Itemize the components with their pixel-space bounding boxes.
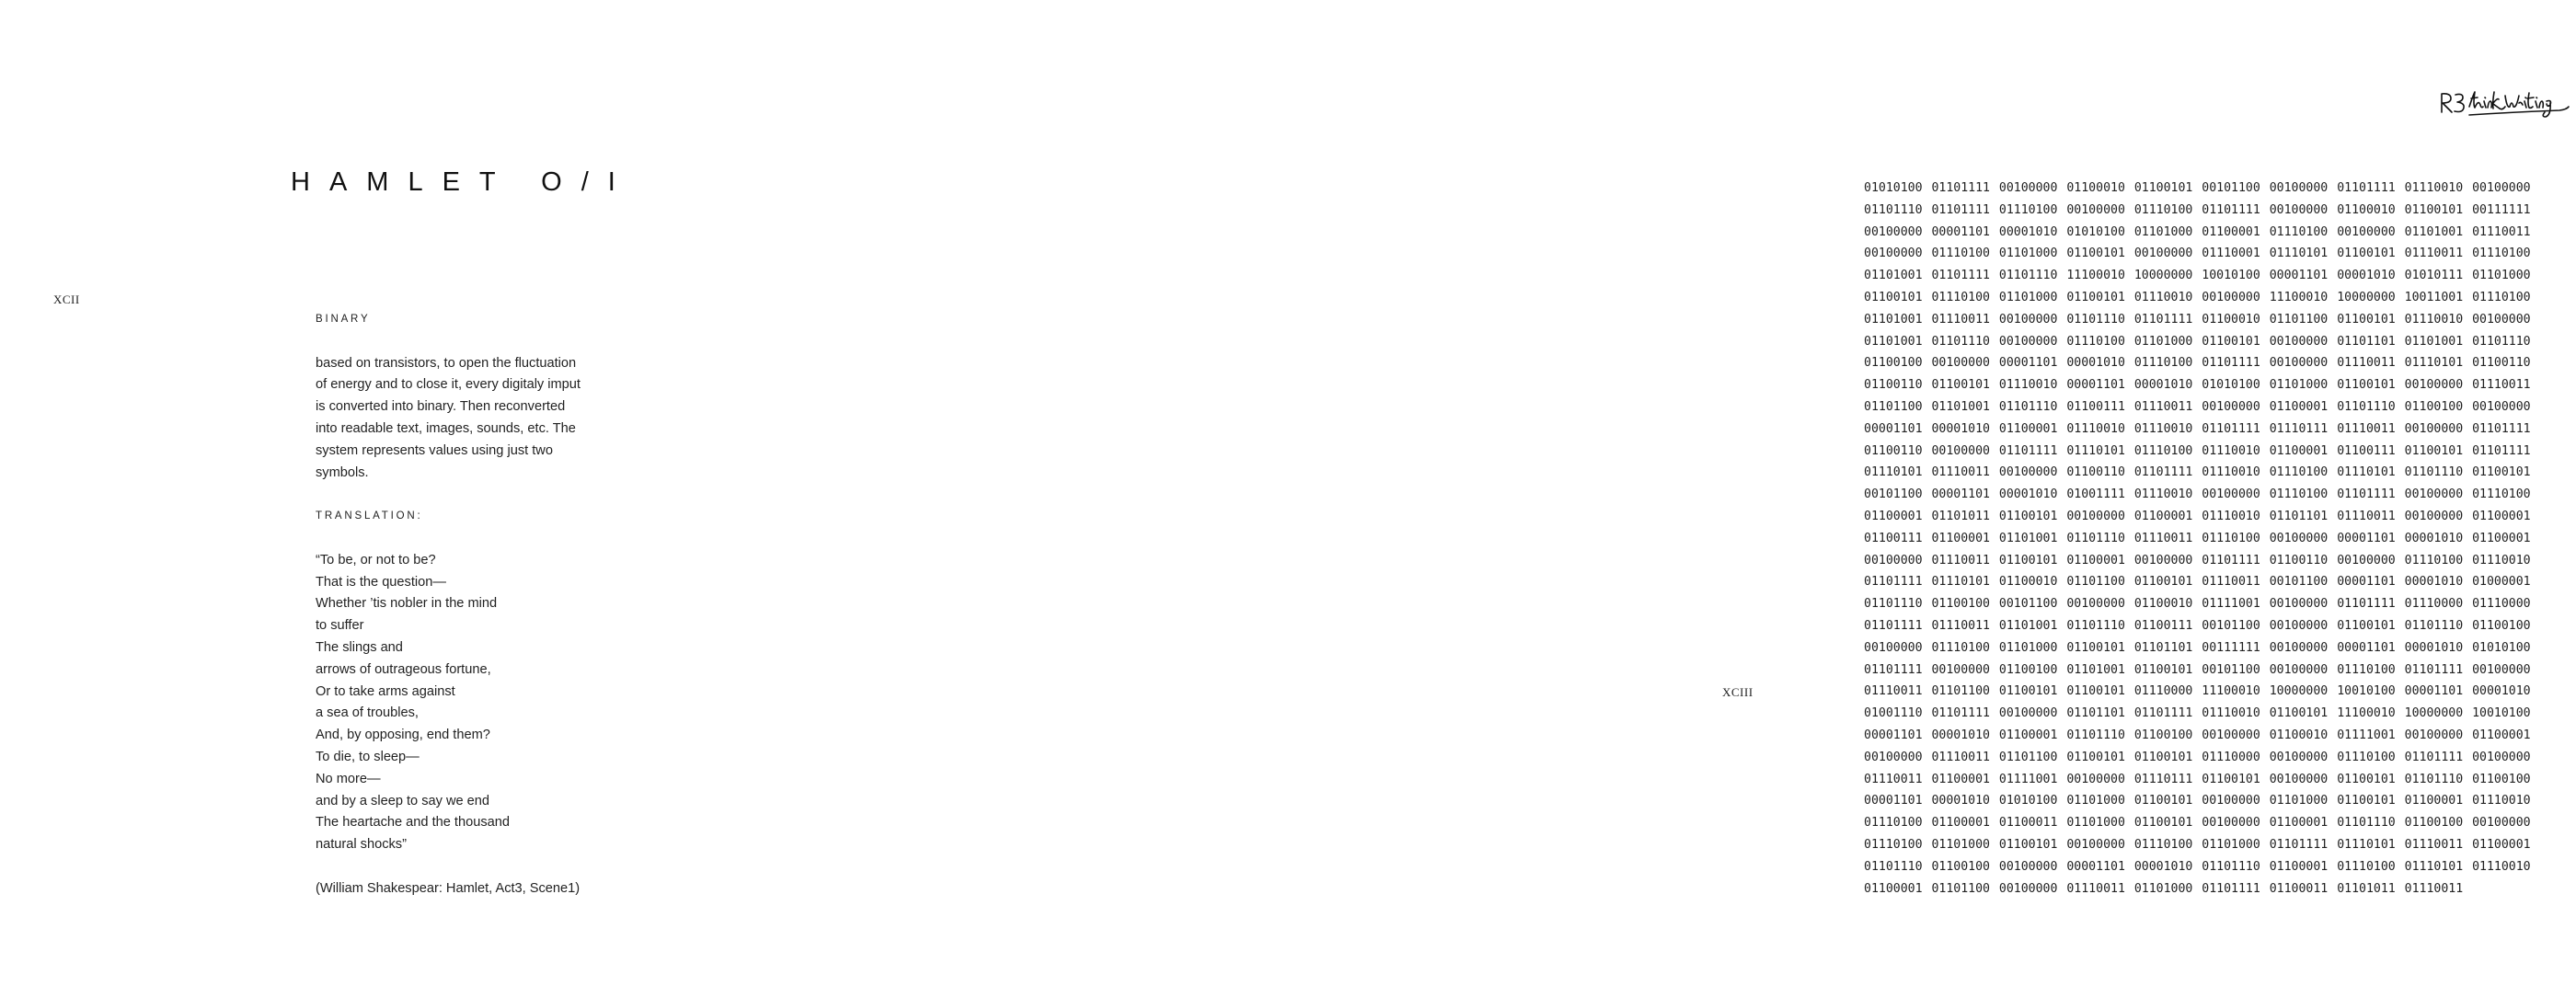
binary-line: 01110101 01110011 00100000 01100110 01101111 01110010 01110100 01110101 01101110 01100101 bbox=[1864, 465, 2531, 480]
binary-line: 01010100 01101111 00100000 01100010 01100101 00101100 00100000 01101111 01110010 00100000 bbox=[1864, 181, 2531, 195]
right-page bbox=[883, 0, 2531, 986]
quote-line: and by a sleep to say we end bbox=[316, 793, 490, 808]
binary-line: 01100001 01101011 01100101 00100000 01100001 01110010 01101101 01110011 00100000 01100001 bbox=[1864, 509, 2531, 523]
binary-line: 00100000 01110100 01101000 01100101 00100000 01110001 01110101 01100101 01110011 01110100 bbox=[1864, 246, 2531, 261]
logo-graphic bbox=[2438, 85, 2576, 123]
binary-line: 01101111 01110101 01100010 01101100 01100101 01110011 00101100 00001101 00001010 01000001 bbox=[1864, 575, 2531, 590]
binary-line: 01101001 01110011 00100000 01101110 01101111 01100010 01101100 01100101 01110010 00100000 bbox=[1864, 312, 2531, 327]
paragraph-line: of energy and to close it, every digitaly imput bbox=[316, 377, 581, 393]
handwritten-logo-icon bbox=[2438, 85, 2576, 123]
binary-paragraph bbox=[316, 353, 647, 485]
quote-line: arrows of outrageous fortune, bbox=[316, 661, 491, 677]
body-text-column bbox=[316, 309, 647, 900]
binary-line: 00001101 00001010 01100001 01110010 01110010 01101111 01110111 01110011 00100000 01101111 bbox=[1864, 421, 2531, 436]
binary-line: 00001101 00001010 01010100 01101000 01100101 00100000 01101000 01100101 01100001 01110010 bbox=[1864, 794, 2531, 808]
quote-line: to suffer bbox=[316, 618, 364, 634]
binary-line: 00100000 01110011 01101100 01100101 01100101 01110000 00100000 01110100 01101111 00100000 bbox=[1864, 750, 2531, 764]
binary-line: 01101111 01110011 01101001 01101110 01100111 00101100 00100000 01100101 01101110 01100100 bbox=[1864, 618, 2531, 633]
paragraph-line: symbols. bbox=[316, 464, 369, 480]
quote-line: Or to take arms against bbox=[316, 683, 455, 699]
quote-line: No more— bbox=[316, 771, 381, 786]
page-number-left: XCII bbox=[53, 292, 80, 306]
binary-line: 01100110 00100000 01101111 01110101 01110100 01110010 01100001 01100111 01100101 01101111 bbox=[1864, 443, 2531, 458]
quote-line: That is the question— bbox=[316, 574, 446, 590]
quote-line: To die, to sleep— bbox=[316, 749, 420, 764]
binary-line: 01101110 01100100 00101100 00100000 01100010 01111001 00100000 01101111 01110000 01110000 bbox=[1864, 597, 2531, 612]
quote-line: And, by opposing, end them? bbox=[316, 728, 490, 743]
binary-line: 01101110 01100100 00100000 00001101 00001010 01101110 01100001 01110100 01110101 01110010 bbox=[1864, 859, 2531, 874]
quote-line: Whether ’tis nobler in the mind bbox=[316, 596, 498, 612]
page-title: HAMLET O/I bbox=[291, 167, 635, 197]
binary-line: 01001110 01101111 00100000 01101101 01101111 01110010 01100101 11100010 10000000 10010100 bbox=[1864, 706, 2531, 721]
binary-line: 00100000 01110100 01101000 01100101 01101101 00111111 00100000 00001101 00001010 01010100 bbox=[1864, 640, 2531, 655]
binary-line: 01101100 01101001 01101110 01100111 01110011 00100000 01100001 01101110 01100100 00100000 bbox=[1864, 399, 2531, 414]
binary-line: 01100110 01100101 01110010 00001101 00001010 01010100 01101000 01100101 00100000 01110011 bbox=[1864, 378, 2531, 393]
binary-line: 01110100 01101000 01100101 00100000 01110100 01101000 01101111 01110101 01110011 01100001 bbox=[1864, 837, 2531, 852]
paragraph-line: system represents values using just two bbox=[316, 442, 553, 458]
binary-line: 00100000 01110011 01100101 01100001 00100000 01101111 01100110 00100000 01110100 01110010 bbox=[1864, 553, 2531, 568]
binary-line: 01110011 01100001 01111001 00100000 01110111 01100101 00100000 01100101 01101110 01100100 bbox=[1864, 772, 2531, 786]
binary-line: 01101001 01101110 00100000 01110100 01101000 01100101 00100000 01101101 01101001 01101110 bbox=[1864, 334, 2531, 349]
binary-line: 01100001 01101100 00100000 01110011 01101000 01101111 01100011 01101011 01110011 bbox=[1864, 881, 2464, 896]
paragraph-line: based on transistors, to open the fluctuation bbox=[316, 355, 577, 371]
hamlet-quote bbox=[316, 550, 647, 856]
quote-line: “To be, or not to be? bbox=[316, 552, 436, 568]
binary-line: 00101100 00001101 00001010 01001111 01110010 00100000 01110100 01101111 00100000 01110100 bbox=[1864, 487, 2531, 502]
binary-heading: BINARY bbox=[316, 314, 371, 325]
binary-line: 01100111 01100001 01101001 01101110 01110011 01110100 00100000 00001101 00001010 01100001 bbox=[1864, 531, 2531, 545]
binary-line: 00001101 00001010 01100001 01101110 01100100 00100000 01100010 01111001 00100000 01100001 bbox=[1864, 728, 2531, 742]
binary-translation bbox=[1864, 178, 2531, 900]
binary-line: 01101001 01101111 01101110 11100010 10000000 10010100 00001101 00001010 01010111 01101000 bbox=[1864, 269, 2531, 283]
quote-line: a sea of troubles, bbox=[316, 705, 419, 721]
binary-line: 00100000 00001101 00001010 01010100 01101000 01100001 01110100 00100000 01101001 01110011 bbox=[1864, 224, 2531, 239]
quote-line: The heartache and the thousand bbox=[316, 815, 510, 831]
citation: (William Shakespear: Hamlet, Act3, Scene1) bbox=[316, 880, 581, 896]
paragraph-line: into readable text, images, sounds, etc. The bbox=[316, 420, 576, 436]
paragraph-line: is converted into binary. Then reconverted bbox=[316, 399, 566, 415]
translation-heading: TRANSLATION: bbox=[316, 510, 423, 522]
page-number-right: XCIII bbox=[1722, 685, 1754, 699]
binary-line: 01100100 00100000 00001101 00001010 01110100 01101111 00100000 01110011 01110101 01100110 bbox=[1864, 356, 2531, 371]
binary-line: 01110011 01101100 01100101 01100101 01110000 11100010 10000000 10010100 00001101 00001010 bbox=[1864, 684, 2531, 699]
binary-line: 01110100 01100001 01100011 01101000 01100101 00100000 01100001 01101110 01100100 00100000 bbox=[1864, 816, 2531, 831]
binary-line: 01100101 01110100 01101000 01100101 01110010 00100000 11100010 10000000 10011001 01110100 bbox=[1864, 290, 2531, 304]
binary-line: 01101111 00100000 01100100 01101001 01100101 00101100 00100000 01110100 01101111 00100000 bbox=[1864, 662, 2531, 677]
quote-line: The slings and bbox=[316, 639, 403, 655]
binary-line: 01101110 01101111 01110100 00100000 01110100 01101111 00100000 01100010 01100101 00111111 bbox=[1864, 202, 2531, 217]
quote-line: natural shocks” bbox=[316, 837, 407, 853]
left-page bbox=[0, 0, 883, 986]
